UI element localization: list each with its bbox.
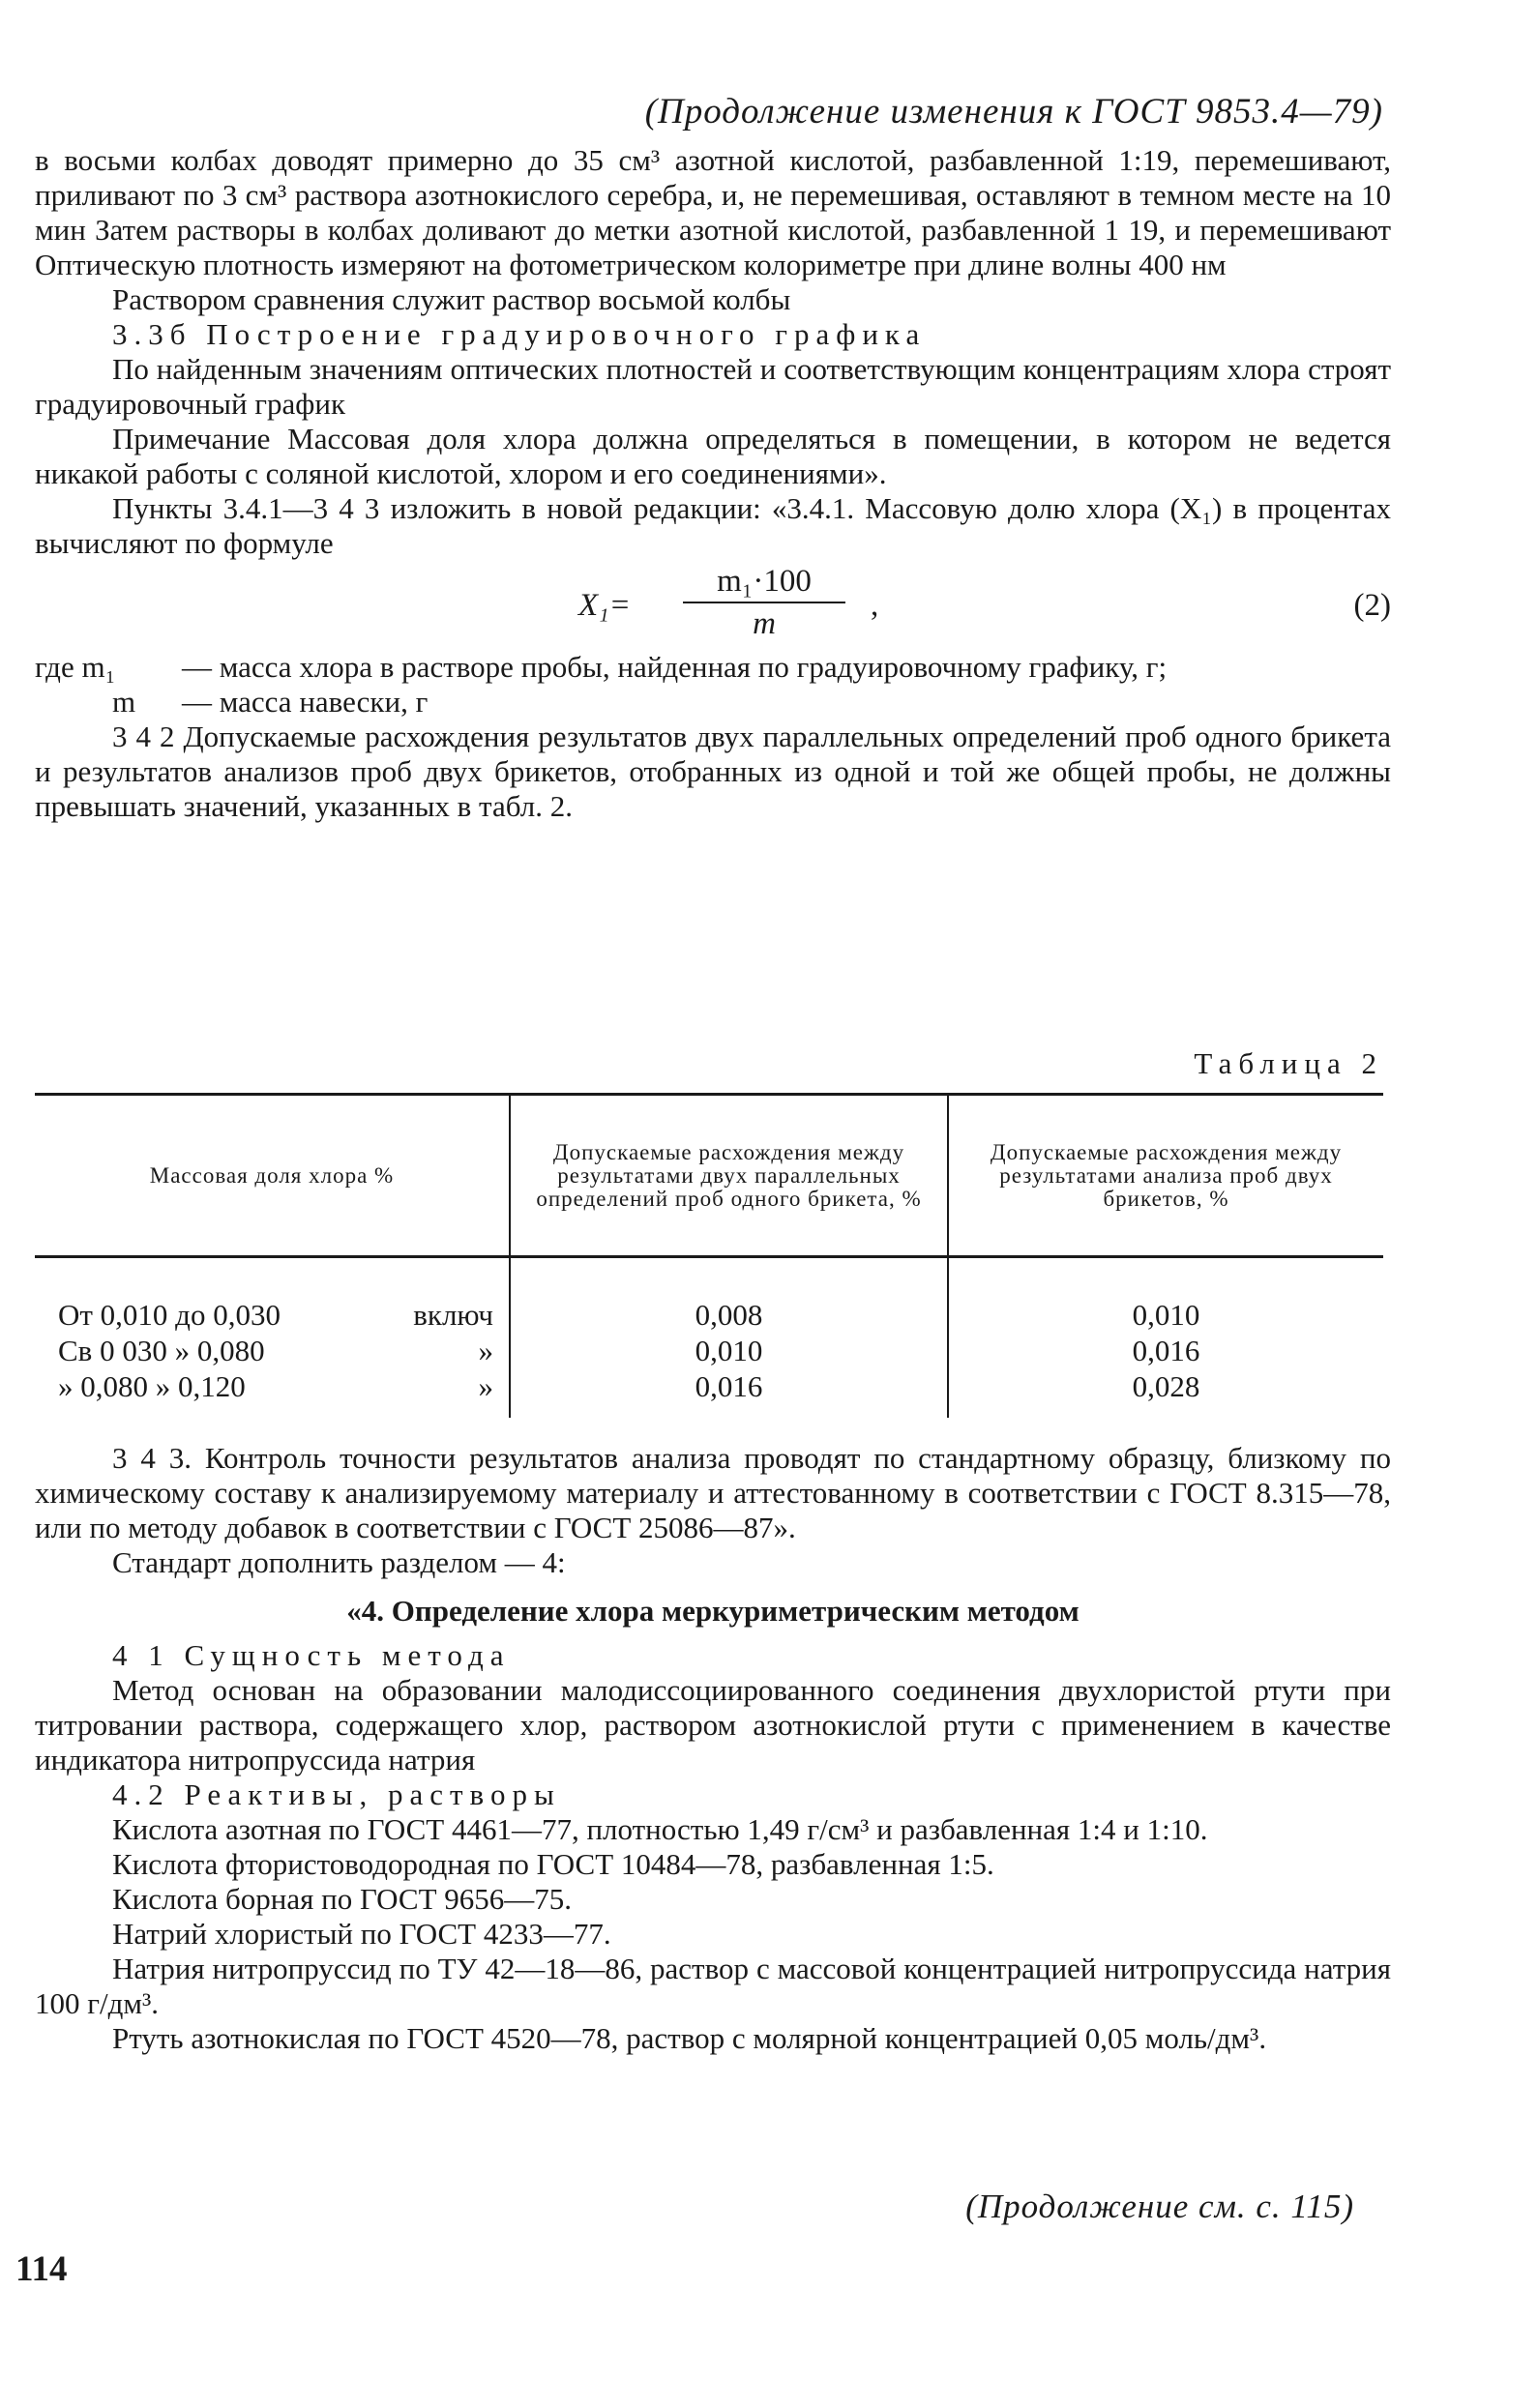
where-symbol: m (112, 685, 136, 719)
paragraph-342: 3 4 2 Допускаемые расхождения результатов двух параллельных определений проб одного брикета и результатов анализов проб двух брикетов, отобранных из одной и той же общей пробы, не должны превышать значений, указанных в табл. 2. (35, 719, 1391, 823)
paragraph-items-341-343: Пункты 3.4.1—3 4 3 изложить в новой редакции: «3.4.1. Массовую долю хлора (X₁) в процентах вычисляют по формуле (35, 491, 1391, 560)
table-header-cell: Допускаемые расхождения между результатами анализа проб двух брикетов, % (990, 1139, 1343, 1211)
range-cell: От 0,010 до 0,030 (58, 1298, 281, 1332)
paragraph-calibration: По найденным значениям оптических плотностей и соответствующим концентрациям хлора строят градуировочный график (35, 352, 1391, 421)
formula-number: (2) (1353, 588, 1391, 623)
where-definition: — масса навески, г (182, 685, 429, 719)
table-header-cell: Массовая доля хлора % (149, 1162, 395, 1188)
formula-fraction (677, 561, 851, 644)
paragraph-reference-solution: Раствором сравнения служит раствор восьмой колбы (112, 282, 791, 316)
range-cell: » 0,080 » 0,120 (58, 1369, 246, 1403)
paragraph-colb: в восьми колбах доводят примерно до 35 см³ азотной кислотой, разбавленной 1:19, перемешивают, приливают по 3 см³ раствора азотнокислого серебра, и, не перемешивая, оставляют в темном месте на 10 мин Затем растворы в колбах доливают до метки азотной кислотой, разбавленной 1 19, и перемешивают Оптическую плотность измеряют на фотометрическом колориметре при длине волны 400 нм (35, 143, 1391, 281)
running-header: (Продолжение изменения к ГОСТ 9853.4—79) (644, 92, 1383, 132)
table-cell: 0,010 (1132, 1298, 1200, 1332)
reagent-item: Ртуть азотнокислая по ГОСТ 4520—78, раствор с молярной концентрацией 0,05 моль/дм³. (112, 2021, 1267, 2055)
where-symbol: где m₁ (35, 650, 116, 684)
table-row (58, 1297, 509, 1333)
range-cell: Св 0 030 » 0,080 (58, 1334, 265, 1367)
table-column-one-briquette (509, 1258, 949, 1418)
table-cell: 0,028 (1132, 1369, 1200, 1403)
reagent-item: Кислота фтористоводородная по ГОСТ 10484—78, разбавленная 1:5. (112, 1847, 994, 1881)
formula-denominator: m (753, 606, 776, 641)
table-2 (35, 1093, 1383, 1418)
text-block-top (35, 143, 1391, 824)
subsection-heading-336: 3.3б Построение градуировочного графика (112, 317, 927, 351)
subsection-heading-41: 4 1 Сущность метода (112, 1638, 511, 1672)
table-caption: Таблица 2 (1194, 1046, 1383, 1080)
reagent-item: Кислота азотная по ГОСТ 4461—77, плотностью 1,49 г/см³ и разбавленная 1:4 и 1:10. (112, 1812, 1208, 1846)
where-row-m1 (35, 650, 1391, 685)
reagent-item: Натрий хлористый по ГОСТ 4233—77. (112, 1917, 611, 1951)
table-header-row (35, 1096, 1383, 1258)
table-column-two-briquettes (949, 1258, 1383, 1418)
reagent-item: Натрия нитропруссид по ТУ 42—18—86, раствор с массовой концентрацией нитропруссида натрия 100 г/дм³. (35, 1952, 1391, 2020)
table-cell: 0,010 (695, 1334, 763, 1367)
continuation-note: (Продолжение см. с. 115) (965, 2188, 1354, 2225)
formula-lhs: X₁= (578, 588, 631, 623)
text-block-bottom (35, 1441, 1391, 2056)
formula-separator: , (871, 588, 879, 623)
section-title-4: «4. Определение хлора меркуриметрическим методом (346, 1594, 1080, 1628)
range-suffix: включ (413, 1298, 493, 1332)
table-row (58, 1333, 509, 1368)
paragraph-343: 3 4 3. Контроль точности результатов анализа проводят по стандартному образцу, близкому по химическому составу к анализируемому материалу и аттестованному в соответствии с ГОСТ 8.315—78, или по методу добавок в соответствии с ГОСТ 25086—87». (35, 1441, 1391, 1544)
table-cell: 0,016 (695, 1369, 763, 1403)
table-column-range (35, 1258, 509, 1418)
range-suffix: » (478, 1369, 493, 1403)
formula-numerator: m₁·100 (717, 564, 812, 599)
where-row-m (35, 685, 1391, 719)
table-header-cell: Допускаемые расхождения между результатами двух параллельных определений проб одного брикета, % (509, 1096, 949, 1255)
paragraph-method: Метод основан на образовании малодиссоциированного соединения двухлористой ртути при титровании раствора, содержащего хлор, раствором азотнокислой ртути с применением в качестве индикатора нитропруссида натрия (35, 1673, 1391, 1777)
table-cell: 0,008 (695, 1298, 763, 1332)
range-suffix: » (478, 1334, 493, 1367)
formula-2 (35, 561, 1391, 650)
table-cell: 0,016 (1132, 1334, 1200, 1367)
where-definition: — масса хлора в растворе пробы, найденная по градуировочному графику, г; (182, 650, 1168, 684)
reagent-item: Кислота борная по ГОСТ 9656—75. (112, 1882, 573, 1916)
note-paragraph: Примечание Массовая доля хлора должна определяться в помещении, в котором не ведется никакой работы с соляной кислотой, хлором и его соединениями». (35, 422, 1391, 490)
page-number: 114 (15, 2249, 68, 2289)
table-body (35, 1258, 1383, 1418)
paragraph-add-section: Стандарт дополнить разделом — 4: (112, 1545, 566, 1579)
table-row (58, 1368, 509, 1404)
subsection-heading-42: 4.2 Реактивы, растворы (112, 1777, 561, 1811)
